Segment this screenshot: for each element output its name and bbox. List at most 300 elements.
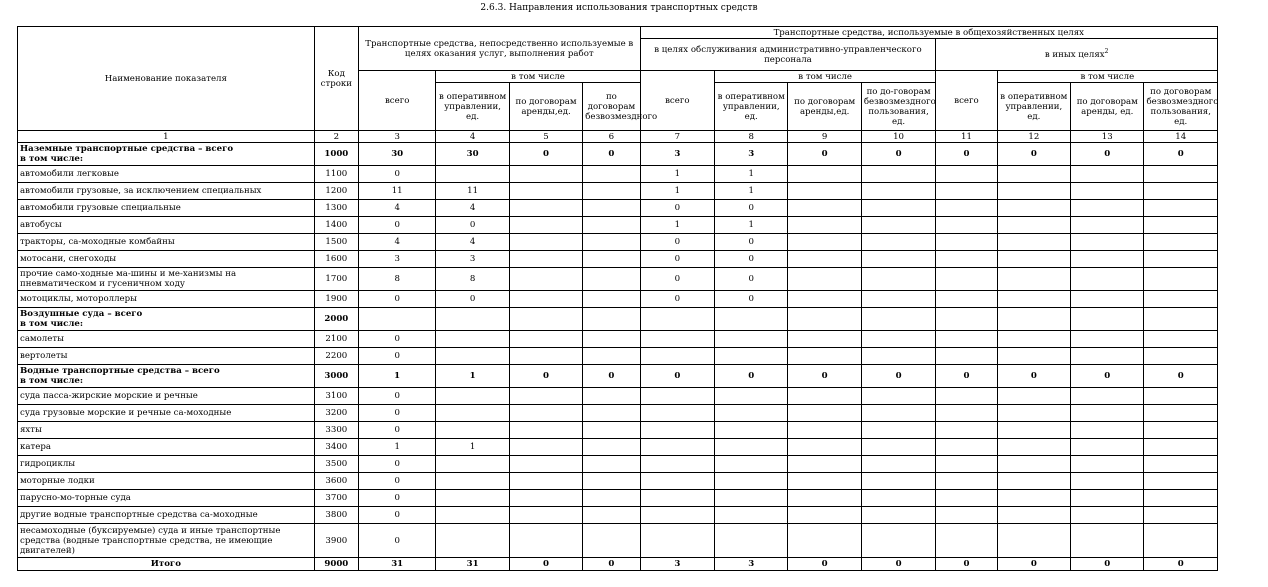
row-name-text: тракторы, са-моходные комбайны bbox=[20, 237, 175, 247]
row-subtitle: в том числе: bbox=[20, 154, 84, 164]
cell-col-14 bbox=[1144, 348, 1218, 365]
row-name-text: несамоходные (буксируемые) суда и иные транспортные средства (водные транспортные средства, не имеющие двигателей) bbox=[20, 525, 281, 556]
cell-col-13 bbox=[1071, 331, 1144, 348]
cell-col-8: 1 bbox=[715, 166, 788, 183]
row-code: 1000 bbox=[314, 143, 358, 166]
row-name bbox=[18, 291, 315, 308]
cell-col-10 bbox=[861, 166, 935, 183]
row-name-text: автомобили легковые bbox=[20, 169, 119, 179]
cell-col-5 bbox=[509, 291, 582, 308]
cell-col-4: 11 bbox=[436, 183, 509, 200]
table-row-3600 bbox=[18, 473, 1218, 490]
cell-col-10 bbox=[861, 456, 935, 473]
header-other bbox=[936, 39, 1218, 71]
cell-col-9 bbox=[788, 234, 861, 251]
cell-col-3: 8 bbox=[358, 268, 435, 291]
cell-col-6 bbox=[583, 405, 640, 422]
cell-col-10 bbox=[861, 405, 935, 422]
cell-col-8 bbox=[715, 422, 788, 439]
table-row-1400 bbox=[18, 217, 1218, 234]
cell-col-3: 0 bbox=[358, 456, 435, 473]
cell-col-7 bbox=[640, 456, 714, 473]
cell-col-3: 0 bbox=[358, 507, 435, 524]
cell-col-4 bbox=[436, 507, 509, 524]
cell-col-11 bbox=[936, 251, 997, 268]
table-row-3200 bbox=[18, 405, 1218, 422]
cell-col-12 bbox=[997, 251, 1070, 268]
cell-col-11 bbox=[936, 388, 997, 405]
cell-col-13: 0 bbox=[1071, 143, 1144, 166]
cell-col-8: 3 bbox=[715, 143, 788, 166]
header-other-label: в иных целях bbox=[1044, 49, 1105, 60]
cell-col-9 bbox=[788, 456, 861, 473]
column-number-11: 11 bbox=[936, 131, 997, 143]
cell-col-13 bbox=[1071, 473, 1144, 490]
cell-col-14 bbox=[1144, 268, 1218, 291]
cell-col-4 bbox=[436, 166, 509, 183]
cell-col-8: 0 bbox=[715, 291, 788, 308]
cell-col-5 bbox=[509, 166, 582, 183]
cell-col-10 bbox=[861, 200, 935, 217]
column-number-row bbox=[18, 131, 1218, 143]
cell-col-9 bbox=[788, 268, 861, 291]
table-row-3100 bbox=[18, 388, 1218, 405]
cell-col-6 bbox=[583, 507, 640, 524]
cell-col-13: 0 bbox=[1071, 365, 1144, 388]
cell-col-6 bbox=[583, 422, 640, 439]
cell-col-13 bbox=[1071, 405, 1144, 422]
header-direct: Транспортные средства, непосредственно используемые в целях оказания услуг, выполнения работ bbox=[358, 27, 640, 71]
table-row-3300 bbox=[18, 422, 1218, 439]
cell-col-11 bbox=[936, 348, 997, 365]
cell-col-12 bbox=[997, 268, 1070, 291]
row-subtitle: в том числе: bbox=[20, 319, 84, 329]
cell-col-5 bbox=[509, 268, 582, 291]
cell-col-13 bbox=[1071, 200, 1144, 217]
cell-col-7 bbox=[640, 331, 714, 348]
row-code: 1400 bbox=[314, 217, 358, 234]
cell-col-8 bbox=[715, 524, 788, 558]
cell-col-5: 0 bbox=[509, 558, 582, 571]
row-name-text: парусно-мо-торные суда bbox=[20, 493, 131, 503]
row-name bbox=[18, 331, 315, 348]
cell-col-9: 0 bbox=[788, 558, 861, 571]
cell-col-7 bbox=[640, 422, 714, 439]
row-code: 2000 bbox=[314, 308, 358, 331]
row-name bbox=[18, 183, 315, 200]
cell-col-8 bbox=[715, 507, 788, 524]
cell-col-3: 0 bbox=[358, 473, 435, 490]
cell-col-12 bbox=[997, 524, 1070, 558]
cell-col-12 bbox=[997, 183, 1070, 200]
header-general: Транспортные средства, используемые в общехозяйственных целях bbox=[640, 27, 1217, 39]
cell-col-13 bbox=[1071, 308, 1144, 331]
row-name bbox=[18, 234, 315, 251]
row-name-text: суда пасса-жирские морские и речные bbox=[20, 391, 198, 401]
header-direct-lease: по договорам аренды,ед. bbox=[509, 83, 582, 131]
row-name bbox=[18, 490, 315, 507]
cell-col-7 bbox=[640, 405, 714, 422]
cell-col-12 bbox=[997, 439, 1070, 456]
row-name bbox=[18, 439, 315, 456]
table-row-1200 bbox=[18, 183, 1218, 200]
table-row-3500 bbox=[18, 456, 1218, 473]
cell-col-12: 0 bbox=[997, 365, 1070, 388]
cell-col-6 bbox=[583, 490, 640, 507]
cell-col-9 bbox=[788, 251, 861, 268]
cell-col-9 bbox=[788, 524, 861, 558]
cell-col-11 bbox=[936, 507, 997, 524]
cell-col-13 bbox=[1071, 388, 1144, 405]
cell-col-4 bbox=[436, 308, 509, 331]
cell-col-12 bbox=[997, 422, 1070, 439]
cell-col-4 bbox=[436, 405, 509, 422]
table-row-1700 bbox=[18, 268, 1218, 291]
cell-col-5 bbox=[509, 348, 582, 365]
cell-col-3: 0 bbox=[358, 388, 435, 405]
cell-col-14 bbox=[1144, 308, 1218, 331]
cell-col-14 bbox=[1144, 439, 1218, 456]
cell-col-6 bbox=[583, 439, 640, 456]
row-code: 9000 bbox=[314, 558, 358, 571]
cell-col-10 bbox=[861, 422, 935, 439]
row-name-text: моторные лодки bbox=[20, 476, 95, 486]
row-code: 3900 bbox=[314, 524, 358, 558]
column-number-1: 1 bbox=[18, 131, 315, 143]
row-code: 1300 bbox=[314, 200, 358, 217]
row-name bbox=[18, 456, 315, 473]
cell-col-12: 0 bbox=[997, 558, 1070, 571]
table-row-3900 bbox=[18, 524, 1218, 558]
cell-col-13 bbox=[1071, 348, 1144, 365]
cell-col-7: 0 bbox=[640, 234, 714, 251]
cell-col-9 bbox=[788, 388, 861, 405]
cell-col-6: 0 bbox=[583, 365, 640, 388]
cell-col-14 bbox=[1144, 490, 1218, 507]
cell-col-14 bbox=[1144, 473, 1218, 490]
cell-col-5 bbox=[509, 308, 582, 331]
cell-col-14 bbox=[1144, 456, 1218, 473]
row-name-text: суда грузовые морские и речные са-моходные bbox=[20, 408, 232, 418]
cell-col-3: 1 bbox=[358, 365, 435, 388]
cell-col-12 bbox=[997, 507, 1070, 524]
cell-col-6 bbox=[583, 456, 640, 473]
header-other-footnote: 2 bbox=[1104, 47, 1109, 55]
cell-col-14 bbox=[1144, 291, 1218, 308]
cell-col-10 bbox=[861, 183, 935, 200]
cell-col-8: 0 bbox=[715, 234, 788, 251]
row-name bbox=[18, 200, 315, 217]
cell-col-8 bbox=[715, 308, 788, 331]
row-code: 3300 bbox=[314, 422, 358, 439]
cell-col-4: 8 bbox=[436, 268, 509, 291]
table-row-1000 bbox=[18, 143, 1218, 166]
cell-col-6: 0 bbox=[583, 558, 640, 571]
row-code: 2200 bbox=[314, 348, 358, 365]
cell-col-9 bbox=[788, 348, 861, 365]
cell-col-12 bbox=[997, 217, 1070, 234]
cell-col-11: 0 bbox=[936, 365, 997, 388]
cell-col-6 bbox=[583, 348, 640, 365]
cell-col-3: 0 bbox=[358, 348, 435, 365]
cell-col-6 bbox=[583, 388, 640, 405]
cell-col-5 bbox=[509, 183, 582, 200]
cell-col-9: 0 bbox=[788, 365, 861, 388]
cell-col-4: 30 bbox=[436, 143, 509, 166]
row-name-text: катера bbox=[20, 442, 51, 452]
cell-col-7 bbox=[640, 490, 714, 507]
row-name bbox=[18, 405, 315, 422]
cell-col-9 bbox=[788, 183, 861, 200]
cell-col-14: 0 bbox=[1144, 143, 1218, 166]
row-name bbox=[18, 308, 315, 331]
cell-col-3: 1 bbox=[358, 439, 435, 456]
cell-col-13 bbox=[1071, 439, 1144, 456]
cell-col-6 bbox=[583, 524, 640, 558]
header-admin-total: всего bbox=[640, 71, 714, 131]
cell-col-5: 0 bbox=[509, 143, 582, 166]
cell-col-7 bbox=[640, 348, 714, 365]
cell-col-12 bbox=[997, 473, 1070, 490]
cell-col-13 bbox=[1071, 422, 1144, 439]
cell-col-8 bbox=[715, 456, 788, 473]
cell-col-10 bbox=[861, 331, 935, 348]
cell-col-5 bbox=[509, 422, 582, 439]
cell-col-8 bbox=[715, 388, 788, 405]
cell-col-13 bbox=[1071, 507, 1144, 524]
header-other-free: по договорам безвозмездного пользования, ед. bbox=[1144, 83, 1218, 131]
row-name-text: вертолеты bbox=[20, 351, 68, 361]
cell-col-10 bbox=[861, 473, 935, 490]
cell-col-3: 4 bbox=[358, 234, 435, 251]
cell-col-9 bbox=[788, 473, 861, 490]
table-row-9000 bbox=[18, 558, 1218, 571]
cell-col-4: 0 bbox=[436, 217, 509, 234]
cell-col-3: 0 bbox=[358, 166, 435, 183]
row-name-text: Водные транспортные средства – всего bbox=[20, 366, 220, 376]
cell-col-12 bbox=[997, 456, 1070, 473]
row-name bbox=[18, 251, 315, 268]
header-other-total: всего bbox=[936, 71, 997, 131]
column-number-12: 12 bbox=[997, 131, 1070, 143]
cell-col-4 bbox=[436, 422, 509, 439]
cell-col-4: 1 bbox=[436, 439, 509, 456]
header-code: Код строки bbox=[314, 27, 358, 131]
cell-col-5 bbox=[509, 456, 582, 473]
cell-col-13 bbox=[1071, 217, 1144, 234]
row-name bbox=[18, 143, 315, 166]
row-name-text: автобусы bbox=[20, 220, 62, 230]
row-name-text: автомобили грузовые специальные bbox=[20, 203, 181, 213]
row-name bbox=[18, 507, 315, 524]
cell-col-14: 0 bbox=[1144, 365, 1218, 388]
table-row-3400 bbox=[18, 439, 1218, 456]
cell-col-3: 4 bbox=[358, 200, 435, 217]
cell-col-11 bbox=[936, 234, 997, 251]
header-admin-free: по до-говорам безвозмездного пользования, ед. bbox=[861, 83, 935, 131]
cell-col-3: 3 bbox=[358, 251, 435, 268]
cell-col-9 bbox=[788, 507, 861, 524]
column-number-6: 6 bbox=[583, 131, 640, 143]
cell-col-11 bbox=[936, 183, 997, 200]
cell-col-12 bbox=[997, 308, 1070, 331]
row-name-text: другие водные транспортные средства са-моходные bbox=[20, 510, 258, 520]
header-admin-incl: в том числе bbox=[715, 71, 936, 83]
cell-col-13 bbox=[1071, 291, 1144, 308]
cell-col-9 bbox=[788, 291, 861, 308]
cell-col-8: 0 bbox=[715, 365, 788, 388]
row-name bbox=[18, 365, 315, 388]
row-name bbox=[18, 473, 315, 490]
table-body bbox=[18, 143, 1218, 571]
column-number-8: 8 bbox=[715, 131, 788, 143]
row-code: 1100 bbox=[314, 166, 358, 183]
cell-col-6: 0 bbox=[583, 143, 640, 166]
cell-col-13 bbox=[1071, 183, 1144, 200]
cell-col-8 bbox=[715, 331, 788, 348]
cell-col-7: 0 bbox=[640, 268, 714, 291]
cell-col-14 bbox=[1144, 183, 1218, 200]
row-name-text: Итого bbox=[150, 559, 181, 569]
cell-col-12 bbox=[997, 331, 1070, 348]
cell-col-8: 1 bbox=[715, 217, 788, 234]
cell-col-14 bbox=[1144, 524, 1218, 558]
row-code: 3400 bbox=[314, 439, 358, 456]
cell-col-10 bbox=[861, 388, 935, 405]
table-row-2200 bbox=[18, 348, 1218, 365]
cell-col-7: 1 bbox=[640, 166, 714, 183]
cell-col-12 bbox=[997, 234, 1070, 251]
cell-col-3: 0 bbox=[358, 217, 435, 234]
row-name bbox=[18, 217, 315, 234]
row-code: 3500 bbox=[314, 456, 358, 473]
header-admin: в целях обслуживания административно-управленческого персонала bbox=[640, 39, 936, 71]
cell-col-7: 3 bbox=[640, 558, 714, 571]
header-name: Наименование показателя bbox=[18, 27, 315, 131]
row-name bbox=[18, 558, 315, 571]
cell-col-7 bbox=[640, 507, 714, 524]
cell-col-12 bbox=[997, 348, 1070, 365]
row-name-text: гидроциклы bbox=[20, 459, 76, 469]
cell-col-8: 0 bbox=[715, 268, 788, 291]
column-number-10: 10 bbox=[861, 131, 935, 143]
row-name bbox=[18, 388, 315, 405]
cell-col-4: 4 bbox=[436, 234, 509, 251]
cell-col-10 bbox=[861, 507, 935, 524]
table-row-1600 bbox=[18, 251, 1218, 268]
cell-col-6 bbox=[583, 200, 640, 217]
cell-col-11 bbox=[936, 473, 997, 490]
header-admin-oper: в оперативном управлении, ед. bbox=[715, 83, 788, 131]
row-name-text: яхты bbox=[20, 425, 42, 435]
cell-col-11 bbox=[936, 217, 997, 234]
column-number-13: 13 bbox=[1071, 131, 1144, 143]
cell-col-3: 0 bbox=[358, 490, 435, 507]
row-name bbox=[18, 268, 315, 291]
cell-col-11 bbox=[936, 456, 997, 473]
cell-col-3: 0 bbox=[358, 524, 435, 558]
cell-col-9: 0 bbox=[788, 143, 861, 166]
cell-col-6 bbox=[583, 217, 640, 234]
cell-col-8: 0 bbox=[715, 200, 788, 217]
cell-col-14 bbox=[1144, 251, 1218, 268]
row-code: 1500 bbox=[314, 234, 358, 251]
cell-col-12 bbox=[997, 490, 1070, 507]
column-number-9: 9 bbox=[788, 131, 861, 143]
cell-col-7 bbox=[640, 524, 714, 558]
cell-col-11 bbox=[936, 308, 997, 331]
cell-col-13: 0 bbox=[1071, 558, 1144, 571]
cell-col-5 bbox=[509, 331, 582, 348]
row-code: 2100 bbox=[314, 331, 358, 348]
cell-col-5 bbox=[509, 439, 582, 456]
cell-col-3: 30 bbox=[358, 143, 435, 166]
cell-col-8: 1 bbox=[715, 183, 788, 200]
cell-col-4: 0 bbox=[436, 291, 509, 308]
cell-col-3: 0 bbox=[358, 422, 435, 439]
cell-col-6 bbox=[583, 166, 640, 183]
cell-col-8 bbox=[715, 473, 788, 490]
cell-col-6 bbox=[583, 473, 640, 490]
cell-col-7: 0 bbox=[640, 365, 714, 388]
row-code: 3700 bbox=[314, 490, 358, 507]
cell-col-11 bbox=[936, 439, 997, 456]
table-row-3000 bbox=[18, 365, 1218, 388]
row-name-text: автомобили грузовые, за исключением специальных bbox=[20, 186, 262, 196]
cell-col-8 bbox=[715, 405, 788, 422]
row-name-text: мотосани, снегоходы bbox=[20, 254, 117, 264]
header-direct-free: по договорам безвозмездного bbox=[583, 83, 640, 131]
cell-col-10 bbox=[861, 524, 935, 558]
cell-col-14 bbox=[1144, 200, 1218, 217]
column-number-4: 4 bbox=[436, 131, 509, 143]
cell-col-10 bbox=[861, 268, 935, 291]
cell-col-7: 0 bbox=[640, 200, 714, 217]
cell-col-13 bbox=[1071, 268, 1144, 291]
header-other-lease: по договорам аренды, ед. bbox=[1071, 83, 1144, 131]
cell-col-14 bbox=[1144, 234, 1218, 251]
row-code: 3100 bbox=[314, 388, 358, 405]
cell-col-8 bbox=[715, 348, 788, 365]
table-row-1900 bbox=[18, 291, 1218, 308]
table-row-1300 bbox=[18, 200, 1218, 217]
cell-col-14 bbox=[1144, 388, 1218, 405]
cell-col-7: 0 bbox=[640, 251, 714, 268]
cell-col-3: 0 bbox=[358, 405, 435, 422]
cell-col-4 bbox=[436, 524, 509, 558]
cell-col-10 bbox=[861, 308, 935, 331]
cell-col-3: 11 bbox=[358, 183, 435, 200]
cell-col-14 bbox=[1144, 217, 1218, 234]
cell-col-11 bbox=[936, 268, 997, 291]
cell-col-9 bbox=[788, 217, 861, 234]
cell-col-6 bbox=[583, 234, 640, 251]
cell-col-14: 0 bbox=[1144, 558, 1218, 571]
cell-col-3: 0 bbox=[358, 291, 435, 308]
cell-col-6 bbox=[583, 268, 640, 291]
cell-col-7 bbox=[640, 473, 714, 490]
row-name bbox=[18, 422, 315, 439]
cell-col-10 bbox=[861, 490, 935, 507]
table-row-1500 bbox=[18, 234, 1218, 251]
cell-col-5 bbox=[509, 234, 582, 251]
header-admin-lease: по договорам аренды,ед. bbox=[788, 83, 861, 131]
cell-col-5 bbox=[509, 217, 582, 234]
cell-col-7 bbox=[640, 308, 714, 331]
cell-col-6 bbox=[583, 331, 640, 348]
cell-col-10: 0 bbox=[861, 143, 935, 166]
cell-col-7: 3 bbox=[640, 143, 714, 166]
